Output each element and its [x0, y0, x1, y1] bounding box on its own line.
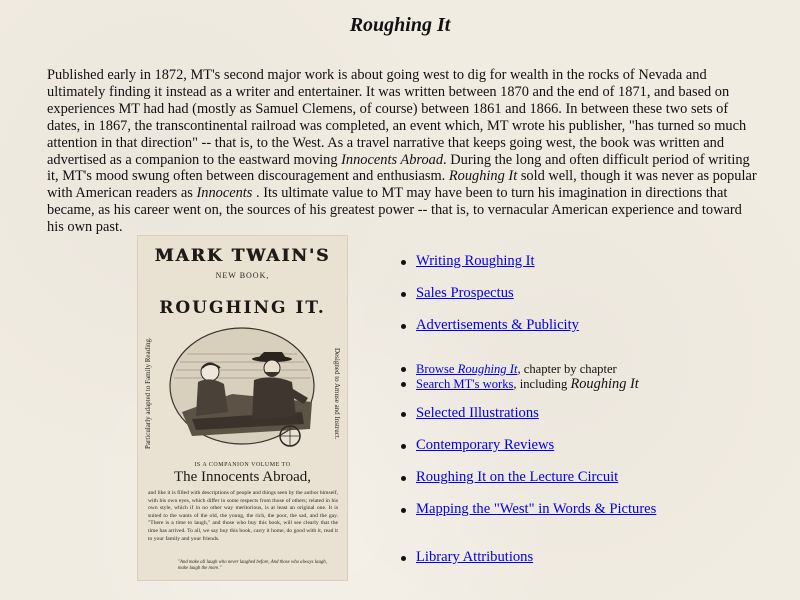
poster-title: ROUGHING IT.	[159, 298, 326, 318]
intro-text-3: sold well, though it was never as popular with American readers as	[47, 168, 757, 202]
search-link-suffix: , including	[513, 377, 571, 391]
list-item	[416, 285, 514, 302]
stagecoach-illustration	[162, 324, 322, 454]
link-sales-prospectus[interactable]: Sales Prospectus	[416, 285, 514, 301]
page-title: Roughing It	[349, 14, 451, 36]
search-link-suffix-italic: Roughing It	[570, 376, 639, 392]
browse-link-text: Browse	[416, 362, 458, 376]
link-advertisements-publicity[interactable]: Advertisements & Publicity	[416, 317, 579, 333]
poster-side-text-left: Particularly adapted to Family Reading.	[144, 337, 152, 450]
poster-innocents-title: The Innocents Abroad,	[173, 469, 312, 485]
link-selected-illustrations[interactable]: Selected Illustrations	[416, 405, 539, 421]
intro-text-1: Published early in 1872, MT's second major work is about going west to dig for wealth in the rocks of Nevada and ultimately finding it instead as a writer and entertainer. It was written between 1870 and the end of 1871, and based on experiences MT had had (mostly as Samuel Clemens, of course) between 1861 and 1866. In between these two sets of dates, in 1867, the transcontinental railroad was completed, an event which, MT wrote his publisher, "has turned so much attention in that direction" -- that is, to the West. As a travel narrative that keeps going west, the book was written and advertised as a companion to the eastward moving	[47, 67, 747, 168]
poster-subheading: NEW BOOK,	[215, 271, 270, 280]
intro-innocents-abroad: Innocents Abroad	[341, 151, 444, 168]
list-item	[416, 253, 535, 270]
intro-text-4: . Its ultimate value to MT may have been to turn his imagination in directions that became, as his career went on, the sources of his greatest power -- that is, to vernacular American experience and toward his own past.	[47, 185, 742, 236]
link-search-mt-works[interactable]: Search MT's works	[416, 377, 514, 391]
poster-companion-line: IS A COMPANION VOLUME TO	[194, 462, 291, 468]
poster-side-text-right: Designed to Amuse and Instruct.	[333, 347, 341, 440]
link-lecture-circuit[interactable]: Roughing It on the Lecture Circuit	[416, 469, 619, 485]
list-item	[416, 317, 579, 334]
list-item	[416, 549, 533, 566]
list-item	[416, 405, 539, 422]
intro-text-2: . During the long and often difficult period of writing it, MT's mood swung often between discouragement and enthusiasm.	[47, 151, 750, 185]
intro-paragraph	[47, 67, 757, 236]
browse-link-italic: Roughing It	[457, 362, 518, 376]
poster-verse: "And make all laugh who never laughed before, And those who always laugh, make laugh the more."	[178, 560, 327, 571]
link-mapping-the-west[interactable]: Mapping the "West" in Words & Pictures	[416, 501, 657, 517]
link-contemporary-reviews[interactable]: Contemporary Reviews	[416, 437, 555, 453]
book-poster-image	[138, 236, 347, 580]
intro-innocents: Innocents	[196, 185, 253, 202]
link-writing-roughing-it[interactable]: Writing Roughing It	[416, 253, 535, 269]
link-browse-roughing-it[interactable]	[416, 362, 517, 376]
poster-heading: MARK TWAIN'S	[154, 246, 331, 266]
poster-body-text: and like it is filled with descriptions of people and things seen by the author himself, with his own eyes, which differ in some respects from those of others; related in his own style, which if in no other way meritorious, is at least an original one. It is suited to the wants of the old, the young, the rich, the poor, the sad, and the gay. "There is a time to laugh," and those who buy this book, will see clearly that the time has arrived. To all, we say buy this book, carry it home, do good with it, read it to your family and your friends.	[148, 490, 338, 542]
list-item	[416, 376, 639, 393]
list-item	[416, 501, 656, 518]
browse-link-suffix: , chapter by chapter	[517, 362, 617, 376]
intro-roughing-it: Roughing It	[448, 168, 518, 185]
list-item	[416, 437, 554, 454]
link-library-attributions[interactable]: Library Attributions	[416, 549, 534, 565]
list-item	[416, 469, 618, 486]
